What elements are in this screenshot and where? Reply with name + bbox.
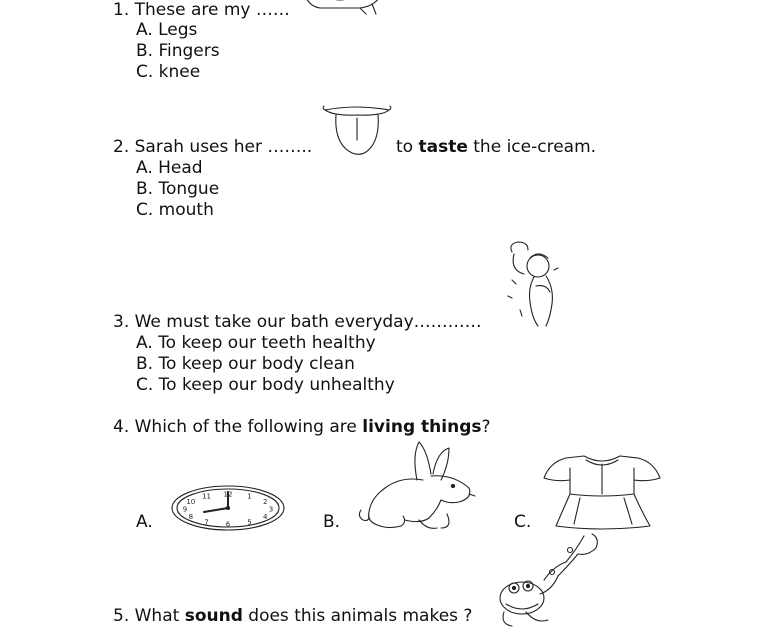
question-3-text: 3. We must take our bath everyday…………: [113, 312, 482, 332]
question-1-text: 1. These are my ……: [113, 0, 290, 20]
child-bathing-drawing: [502, 240, 562, 330]
clock-number: 1: [247, 492, 252, 501]
question-2-option-b: B. Tongue: [136, 179, 220, 199]
question-4-text: 4. Which of the following are living things?: [113, 417, 491, 437]
fingers-drawing: [300, 0, 395, 16]
clock-number: 12: [223, 490, 233, 499]
clock-number: 10: [186, 498, 196, 506]
question-4-option-b-label: B.: [323, 512, 341, 532]
clock-number: 5: [247, 518, 252, 527]
question-3-option-b: B. To keep our body clean: [136, 354, 355, 374]
question-3-option-a: A. To keep our teeth healthy: [136, 333, 376, 353]
question-1-option-b: B. Fingers: [136, 41, 220, 61]
clock-number: 8: [188, 513, 194, 521]
clock-number: 7: [204, 518, 209, 527]
clock-number: 6: [225, 520, 231, 529]
question-2-keyword: taste: [418, 137, 468, 157]
question-4-option-a-label: A.: [136, 512, 153, 532]
question-2-suffix: to taste the ice-cream.: [396, 137, 597, 157]
rabbit-drawing: [357, 440, 477, 532]
clock-number: 4: [262, 513, 268, 521]
question-2-option-c: C. mouth: [136, 200, 214, 220]
question-2-prefix: 2. Sarah uses her ……..: [113, 137, 313, 157]
tongue-drawing: [322, 104, 392, 156]
question-1-option-c: C. knee: [136, 62, 201, 82]
frog-drawing: [496, 532, 604, 630]
question-5-text: 5. What sound does this animals makes ?: [113, 606, 473, 626]
question-2-option-a: A. Head: [136, 158, 203, 178]
dress-drawing: [540, 450, 664, 530]
question-5-keyword: sound: [184, 606, 243, 626]
question-3-option-c: C. To keep our body unhealthy: [136, 375, 395, 395]
clock-number: 9: [182, 505, 188, 514]
question-1-option-a: A. Legs: [136, 20, 198, 40]
clock-number: 11: [202, 492, 211, 501]
question-4-option-c-label: C.: [514, 512, 532, 532]
clock-drawing: [170, 484, 286, 532]
clock-number: 2: [262, 498, 268, 506]
clock-number: 3: [268, 505, 274, 514]
question-4-keyword: living things: [362, 417, 482, 437]
